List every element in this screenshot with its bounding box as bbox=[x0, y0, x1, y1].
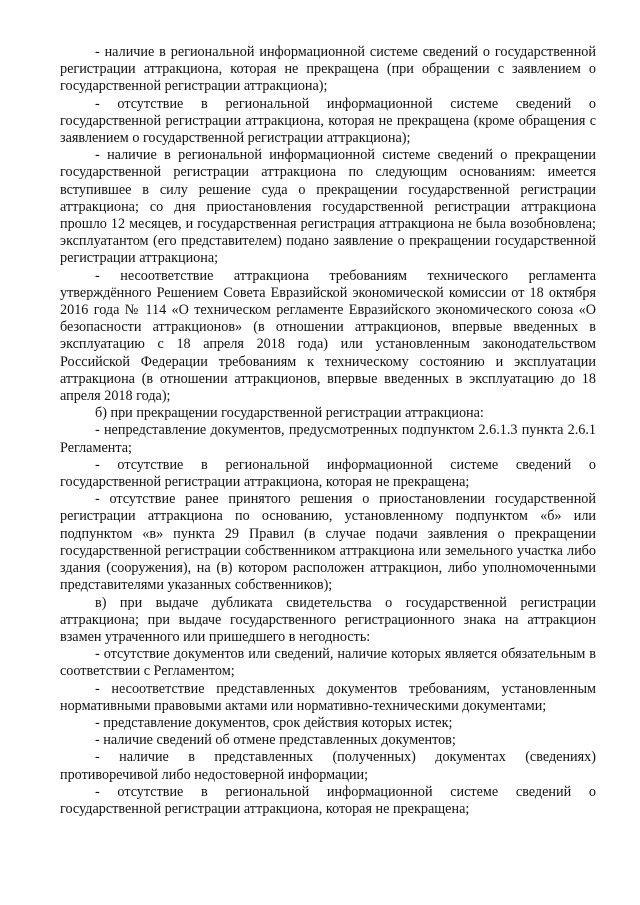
paragraph-1: - наличие в региональной информационной системе сведений о государственной регистрации аттракциона, которая не прекращена (при обращении с заявлением о государственной регистрации аттракциона); bbox=[60, 44, 596, 95]
paragraph-15: - отсутствие в региональной информационной системе сведений о государственной регистрации аттракциона, которая не прекращена; bbox=[60, 783, 596, 817]
paragraph-7: - отсутствие в региональной информационной системе сведений о государственной регистрации аттракциона, которая не прекращена; bbox=[60, 456, 596, 491]
paragraph-6: - непредставление документов, предусмотренных подпунктом 2.6.1.3 пункта 2.6.1 Регламента; bbox=[60, 422, 596, 456]
paragraph-14: - наличие в представленных (полученных) документах (сведениях) противоречивой либо недостоверной информации; bbox=[60, 749, 596, 783]
paragraph-4: - несоответствие аттракциона требованиям технического регламента утверждённого Решением Совета Евразийской экономической комиссии от 18 октября 2016 года № 114 «О техническом регламенте Евразийского экономического союза «О безопасности аттракционов» (в отношении аттракционов, впервые введенных в эксплуатацию с 18 апреля 2018 года) или установленным законодательством Российской Федерации требованиям к техническому состоянию и эксплуатации аттракциона (в отношении аттракционов, впервые введенных в эксплуатацию до 18 апреля 2018 года); bbox=[60, 267, 596, 405]
paragraph-9: в) при выдаче дубликата свидетельства о государственной регистрации аттракциона; при выдаче государственного регистрационного знака на аттракцион взамен утраченного или пришедшего в негодность: bbox=[60, 594, 596, 645]
paragraph-11: - несоответствие представленных документов требованиям, установленным нормативными правовыми актами или нормативно-техническими документами; bbox=[60, 680, 596, 714]
paragraph-13: - наличие сведений об отмене представленных документов; bbox=[95, 732, 456, 749]
paragraph-12: - представление документов, срок действия которых истек; bbox=[95, 714, 453, 731]
paragraph-3: - наличие в региональной информационной системе сведений о прекращении государственной регистрации аттракциона по следующим основаниям: имеется вступившее в силу решение суда о прекращении государственной регистрации аттракциона; со дня приостановления государственной регистрации аттракциона прошло 12 месяцев, и государственная регистрация аттракциона не была возобновлена; эксплуатантом (его представителем) подано заявление о прекращении государственной регистрации аттракциона; bbox=[60, 147, 596, 267]
paragraph-8: - отсутствие ранее принятого решения о приостановлении государственной регистрации аттракциона по основанию, установленному подпунктом «б» или подпунктом «в» пункта 29 Правил (в случае подачи заявления о прекращении государственной регистрации собственником аттракциона или земельного участка либо здания (сооружения), на (в) котором расположен аттракцион, либо уполномоченными представителями указанных собственников); bbox=[60, 491, 596, 594]
paragraph-2: - отсутствие в региональной информационной системе сведений о государственной регистрации аттракциона, которая не прекращена (кроме обращения с заявлением о государственной регистрации аттракциона); bbox=[60, 95, 596, 147]
document-page bbox=[60, 44, 596, 818]
paragraph-10: - отсутствие документов или сведений, наличие которых является обязательным в соответствии с Регламентом; bbox=[60, 646, 596, 680]
paragraph-5: б) при прекращении государственной регистрации аттракциона: bbox=[95, 405, 484, 422]
